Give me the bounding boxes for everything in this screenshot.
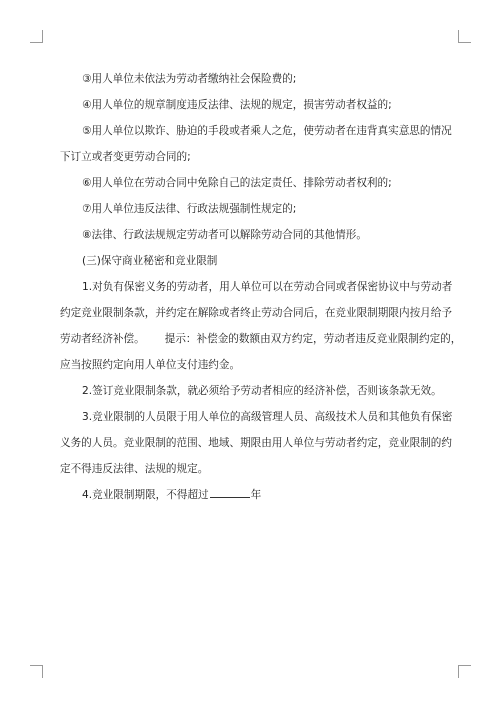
crop-mark-bottom-left — [30, 665, 43, 678]
paragraph-1-line-4: 应当按照约定向用人单位支付违约金。 — [60, 359, 241, 371]
paragraph-item-5-continued: 下订立或者变更劳动合同的; — [60, 151, 191, 163]
paragraph-1-line-2: 约定竞业限制条款，并约定在解除或者终止劳动合同后，在竞业限制期限内按月给予 — [60, 307, 452, 319]
paragraph-3-line-2: 义务的人员。竞业限制的范围、地域、期限由用人单位与劳动者约定，竞业限制的约 — [60, 437, 452, 449]
paragraph-3-line-3: 定不得违反法律、法规的规定。 — [60, 463, 209, 475]
fill-in-blank — [210, 497, 250, 498]
section-heading: (三)保守商业秘密和竞业限制 — [82, 255, 218, 267]
document-body — [60, 66, 462, 508]
crop-mark-top-right — [458, 30, 471, 43]
paragraph-4-text: 4.竞业限制期限，不得超过 — [82, 489, 209, 501]
paragraph-1: 1.对负有保密义务的劳动者，用人单位可以在劳动合同或者保密协议中与劳动者 — [82, 281, 453, 293]
paragraph-4-unit: 年 — [250, 489, 262, 501]
hint-text: 提示：补偿金的数额由双方约定，劳动者违反竞业限制约定的， — [164, 333, 462, 345]
paragraph-1-line-3 — [60, 326, 462, 352]
paragraph-item-6: ⑥用人单位在劳动合同中免除自己的法定责任、排除劳动者权利的; — [82, 177, 392, 189]
paragraph-item-8: ⑧法律、行政法规规定劳动者可以解除劳动合同的其他情形。 — [82, 229, 367, 241]
paragraph-2: 2.签订竞业限制条款，就必须给予劳动者相应的经济补偿，否则该条款无效。 — [82, 385, 442, 397]
paragraph-item-7: ⑦用人单位违反法律、行政法规强制性规定的; — [82, 203, 297, 215]
paragraph-3: 3.竞业限制的人员限于用人单位的高级管理人员、高级技术人员和其他负有保密 — [82, 411, 453, 423]
paragraph-item-3: ③用人单位未依法为劳动者缴纳社会保险费的; — [82, 73, 297, 85]
crop-mark-bottom-right — [458, 665, 471, 678]
crop-mark-top-left — [30, 30, 43, 43]
paragraph-1-end: 劳动者经济补偿。 — [60, 333, 145, 345]
paragraph-4 — [60, 482, 454, 508]
paragraph-item-5: ⑤用人单位以欺诈、胁迫的手段或者乘人之危，使劳动者在违背真实意思的情况 — [82, 125, 452, 137]
paragraph-item-4: ④用人单位的规章制度违反法律、法规的规定，损害劳动者权益的; — [82, 99, 392, 111]
